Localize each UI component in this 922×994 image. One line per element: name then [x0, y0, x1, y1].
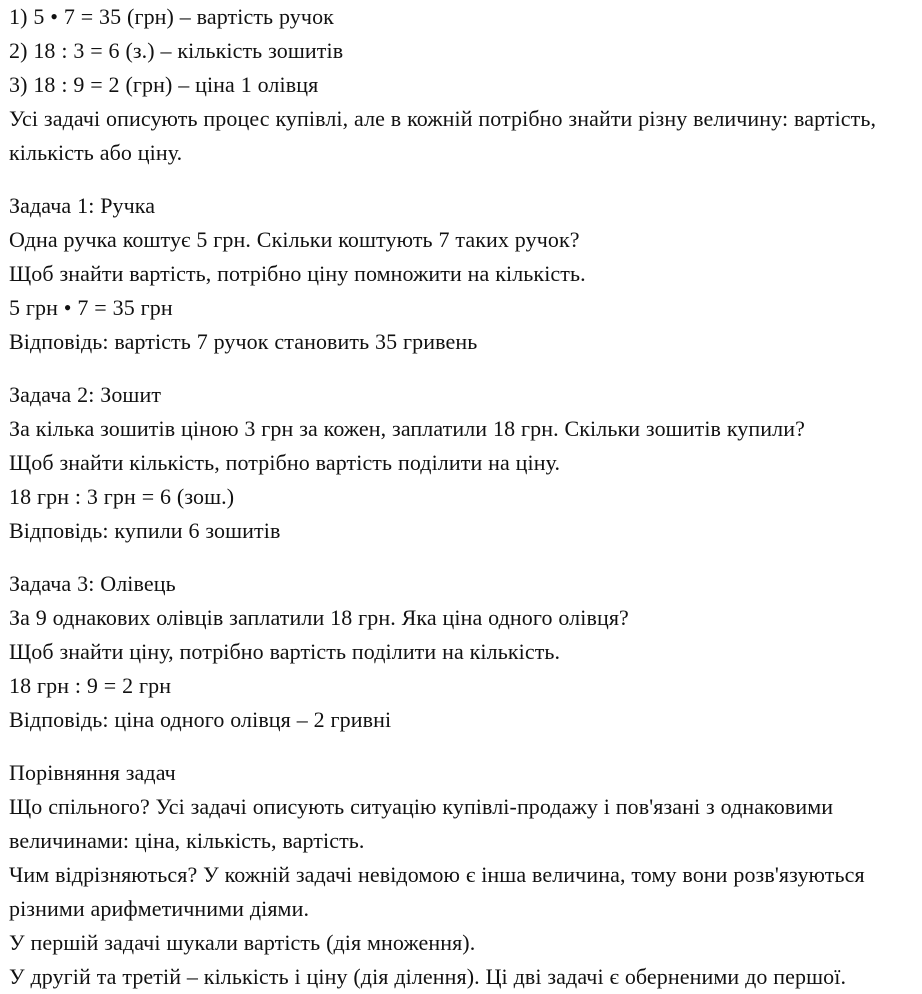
task-2-expression: 18 грн : 3 грн = 6 (зош.): [9, 484, 235, 509]
task-3-hint: Щоб знайти ціну, потрібно вартість поділити на кількість.: [9, 639, 561, 664]
task-1-heading: Задача 1: Ручка: [9, 193, 156, 218]
task-3-block: [9, 567, 914, 737]
solution-step-1: 1) 5 • 7 = 35 (грн) – вартість ручок: [9, 4, 334, 29]
task-3-expression: 18 грн : 9 = 2 грн: [9, 673, 172, 698]
task-1-block: [9, 189, 914, 359]
task-2-heading: Задача 2: Зошит: [9, 382, 162, 407]
task-1-expression: 5 грн • 7 = 35 грн: [9, 295, 173, 320]
solution-step-2: 2) 18 : 3 = 6 (з.) – кількість зошитів: [9, 38, 344, 63]
task-3-statement: За 9 однакових олівців заплатили 18 грн. Яка ціна одного олівця?: [9, 605, 629, 630]
task-2-answer: Відповідь: купили 6 зошитів: [9, 518, 281, 543]
solution-summary: Усі задачі описують процес купівлі, але в кожній потрібно знайти різну величину: вартість, кількість або ціну.: [9, 106, 877, 165]
task-2-hint: Щоб знайти кількість, потрібно вартість поділити на ціну.: [9, 450, 561, 475]
task-3-answer: Відповідь: ціна одного олівця – 2 гривні: [9, 707, 392, 732]
task-3-heading: Задача 3: Олівець: [9, 571, 176, 596]
solution-steps-block: [9, 0, 914, 170]
task-1-answer: Відповідь: вартість 7 ручок становить 35 гривень: [9, 329, 478, 354]
task-2-block: [9, 378, 914, 548]
comparison-note-first: У першій задачі шукали вартість (дія множення).: [9, 930, 476, 955]
task-1-hint: Щоб знайти вартість, потрібно ціну помножити на кількість.: [9, 261, 586, 286]
solution-step-3: 3) 18 : 9 = 2 (грн) – ціна 1 олівця: [9, 72, 319, 97]
comparison-block: [9, 756, 914, 994]
comparison-difference: Чим відрізняються? У кожній задачі невідомою є інша величина, тому вони розв'язуються різними арифметичними діями.: [9, 862, 865, 921]
comparison-note-second: У другій та третій – кількість і ціну (дія ділення). Ці дві задачі є оберненими до першої.: [9, 964, 847, 989]
task-1-statement: Одна ручка коштує 5 грн. Скільки коштують 7 таких ручок?: [9, 227, 580, 252]
comparison-common: Що спільного? Усі задачі описують ситуацію купівлі-продажу і пов'язані з однаковими величинами: ціна, кількість, вартість.: [9, 794, 834, 853]
comparison-heading: Порівняння задач: [9, 760, 176, 785]
task-2-statement: За кілька зошитів ціною 3 грн за кожен, заплатили 18 грн. Скільки зошитів купили?: [9, 416, 805, 441]
